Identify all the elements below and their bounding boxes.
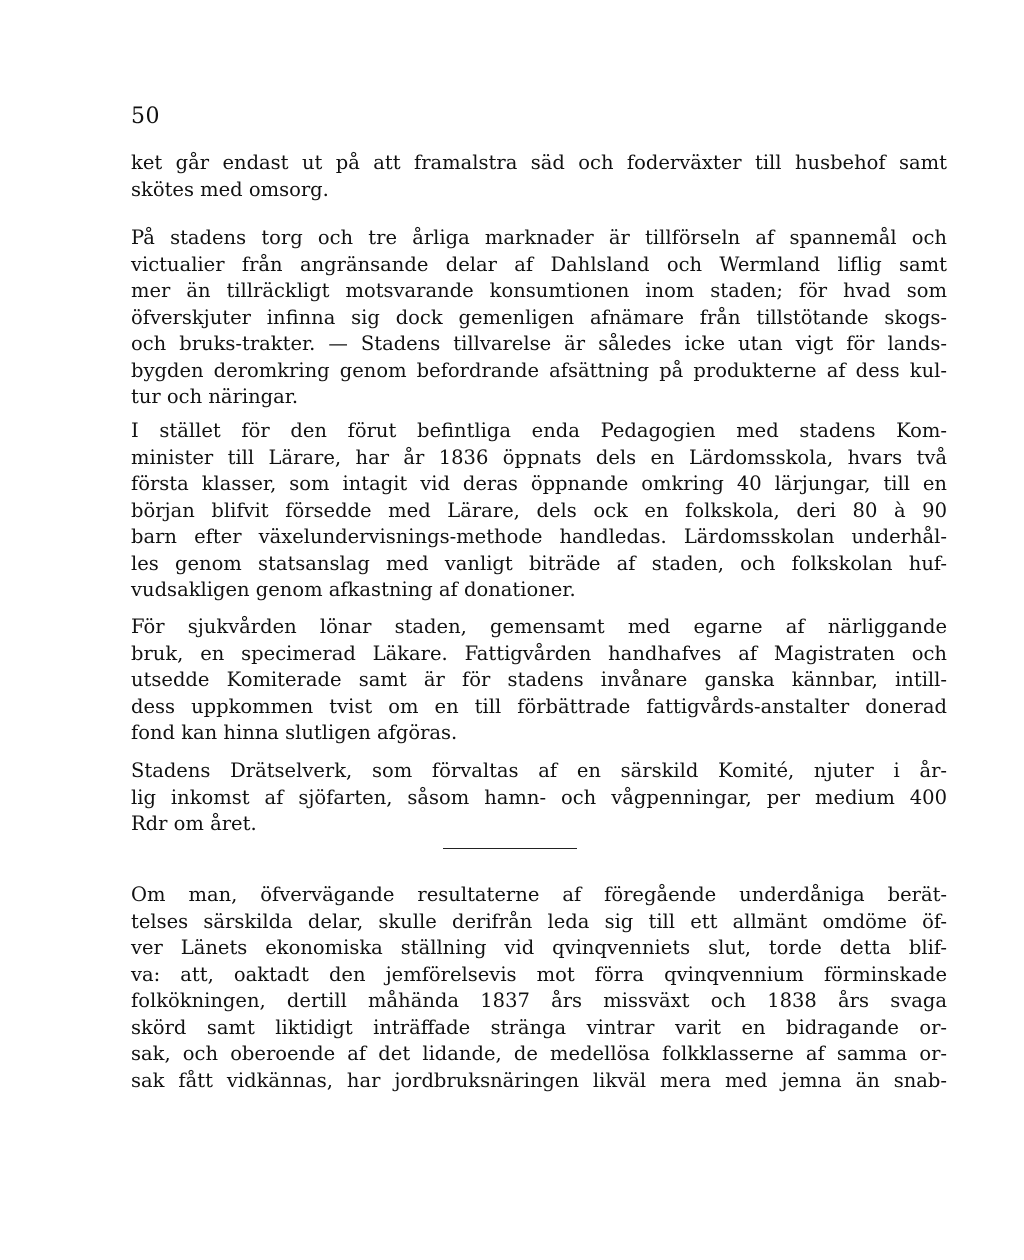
text-line: minister till Lärare, har år 1836 öppnats dels en Lärdomsskola, hvars två — [131, 445, 947, 469]
text-line: ver Länets ekonomiska ställning vid qvinqvenniets slut, torde detta blif- — [131, 936, 947, 959]
text-line: utsedde Komiterade samt är för stadens invånare ganska kännbar, intill- — [131, 668, 947, 691]
text-line: På stadens torg och tre årliga marknader är tillförseln af spannemål och — [131, 226, 947, 249]
text-line: tur och näringar. — [131, 385, 299, 408]
text-line: telses särskilda delar, skulle derifrån leda sig till ett allmänt omdöme öf- — [131, 909, 947, 933]
section-divider — [443, 848, 577, 849]
text-line: början blifvit försedde med Lärare, dels ock en folkskola, deri 80 à 90 — [131, 498, 947, 522]
text-line: Rdr om året. — [131, 812, 257, 835]
page-number: 50 — [131, 104, 160, 129]
paragraph-farming — [131, 150, 947, 203]
text-line: Om man, öfvervägande resultaterne af föregående underdåniga berät- — [131, 883, 947, 906]
text-line: fond kan hinna slutligen afgöras. — [131, 721, 458, 744]
text-line: bruk, en specimerad Läkare. Fattigvården handhafves af Magistraten och — [131, 641, 947, 665]
paragraph-summary — [131, 882, 947, 1094]
text-line: skötes med omsorg. — [131, 177, 329, 201]
text-line: dess uppkommen tvist om en till förbättrade fattigvårds-anstalter donerad — [131, 694, 947, 718]
text-line: bygden deromkring genom befordrande afsättning på produkterne af dess kul- — [131, 358, 947, 382]
text-line: och bruks-trakter. — Stadens tillvarelse är således icke utan vigt för lands- — [131, 332, 947, 355]
text-line: folkökningen, dertill måhända 1837 års missväxt och 1838 års svaga — [131, 989, 947, 1012]
text-line: mer än tillräckligt motsvarande konsumtionen inom staden; för hvad som — [131, 279, 947, 302]
text-line: victualier från angränsande delar af Dahlsland och Wermland liflig samt — [131, 252, 947, 276]
text-line: Stadens Drätselverk, som förvaltas af en särskild Komité, njuter i år- — [131, 759, 947, 782]
text-line: sak fått vidkännas, har jordbruksnäringen likväl mera med jemna än snab- — [131, 1068, 947, 1092]
text-line: första klasser, som intagit vid deras öppnande omkring 40 lärjungar, till en — [131, 472, 947, 495]
text-line: skörd samt liktidigt inträffade stränga vintrar varit en bidragande or- — [131, 1015, 947, 1039]
paragraph-schools — [131, 418, 947, 604]
paragraph-healthcare — [131, 614, 947, 747]
text-line: ket går endast ut på att framalstra säd och foderväxter till husbehof samt — [131, 151, 947, 174]
text-line: les genom statsanslag med vanligt biträde af staden, och folkskolan huf- — [131, 551, 947, 575]
text-line: I stället för den förut befintliga enda Pedagogien med stadens Kom- — [131, 419, 947, 442]
text-line: öfverskjuter infinna sig dock gemenligen afnämare från tillstötande skogs- — [131, 305, 947, 329]
text-line: vudsakligen genom afkastning af donationer. — [131, 578, 576, 601]
paragraph-finance — [131, 758, 947, 838]
text-line: För sjukvården lönar staden, gemensamt med egarne af närliggande — [131, 615, 947, 638]
text-line: va: att, oaktadt den jemförelsevis mot förra qvinqvennium förminskade — [131, 962, 947, 986]
text-line: barn efter växelundervisnings-methode handledas. Lärdomsskolan underhål- — [131, 525, 947, 548]
paragraph-markets — [131, 225, 947, 411]
text-line: sak, och oberoende af det lidande, de medellösa folkklasserne af samma or- — [131, 1042, 947, 1065]
text-line: lig inkomst af sjöfarten, såsom hamn- och vågpenningar, per medium 400 — [131, 785, 947, 809]
